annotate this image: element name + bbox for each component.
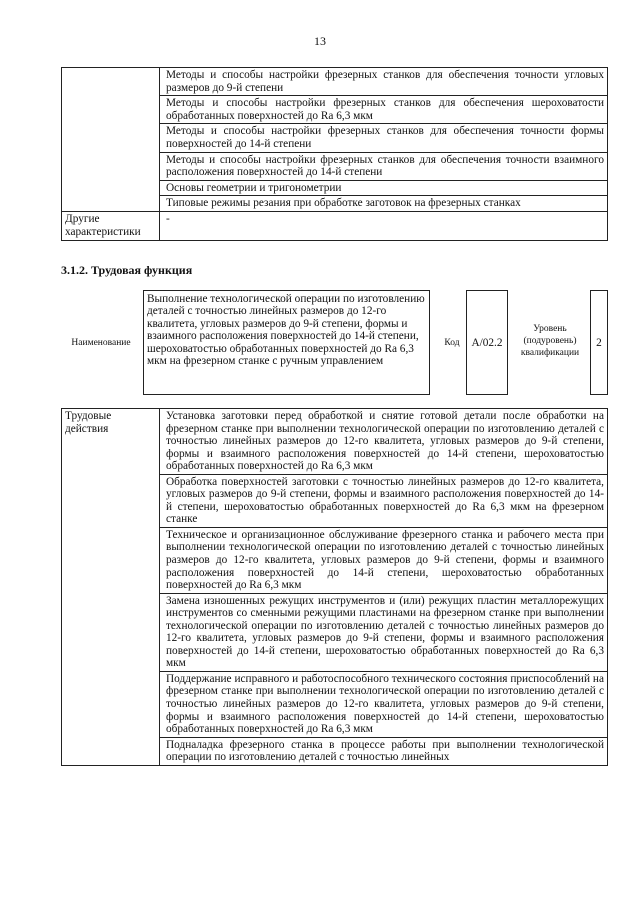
table-cell: Методы и способы настройки фрезерных станков для обеспечения точности формы поверхностей до 14-й степени: [160, 124, 608, 152]
labor-function-code: А/02.2: [466, 290, 508, 395]
table-cell: Типовые режимы резания при обработке заготовок на фрезерных станках: [160, 196, 608, 212]
table-cell: Основы геометрии и тригонометрии: [160, 180, 608, 196]
table-cell: Техническое и организационное обслуживание фрезерного станка и рабочего места при выполнении технологической операции по изготовлению деталей с точностью линейных размеров до 12-го квалитета, угловых размеров до 9-й степени, формы и взаимного расположения поверхностей до 14-й степени, шероховатостью обработанных поверхностей до Ra 6,3 мкм: [160, 527, 608, 593]
table-cell: Подналадка фрезерного станка в процессе работы при выполнении технологической операции по изготовлению деталей с точностью линейных: [160, 737, 608, 765]
labor-actions-table: [61, 408, 608, 766]
page-number: 13: [314, 34, 326, 48]
table-cell: Замена изношенных режущих инструментов и (или) режущих пластин металлорежущих инструментов со сменными режущими пластинами на фрезерном станке при выполнении технологической операции по изготовлению деталей с точностью линейных размеров до 12-го квалитета, угловых размеров до 9-й степени, формы и взаимного расположения поверхностей до 14-й степени, шероховатостью обработанных поверхностей до Ra 6,3 мкм: [160, 593, 608, 671]
knowledge-table: [61, 67, 608, 241]
table-cell: -: [160, 211, 608, 240]
table-cell: Обработка поверхностей заготовки с точностью линейных размеров до 12-го квалитета, угловых размеров до 9-й степени, формы и взаимного расположения поверхностей до 14-й степени, шероховатостью обработанных поверхностей до Ra 6,3 мкм на фрезерном станке: [160, 474, 608, 527]
table-cell: Методы и способы настройки фрезерных станков для обеспечения точности угловых размеров до 9-й степени: [160, 68, 608, 96]
code-label: Код: [444, 338, 460, 348]
level-label: Уровень (подуровень) квалификации: [520, 324, 580, 358]
table-cell: Методы и способы настройки фрезерных станков для обеспечения точности взаимного расположения поверхностей до 14-й степени: [160, 152, 608, 180]
table-row: [62, 211, 608, 240]
table-cell-empty: [62, 68, 160, 212]
row-label-labor-actions: Трудовые действия: [62, 409, 160, 766]
row-label-other-characteristics: Другие характеристики: [62, 211, 160, 240]
labor-function-name: Выполнение технологической операции по изготовлению деталей с точностью линейных размеров до 12-го квалитета, угловых размеров до 9-й степени, формы и взаимного расположения поверхностей до 14-й степени, шероховатостью обработанных поверхностей до Ra 6,3 мкм на фрезерном станке с ручным управлением: [143, 290, 430, 395]
table-cell: Поддержание исправного и работоспособного технического состояния приспособлений на фрезерном станке при выполнении технологической операции по изготовлению деталей с точностью линейных размеров до 12-го квалитета, угловых размеров до 9-й степени, формы и взаимного расположения поверхностей до 14-й степени, шероховатостью обработанных поверхностей до Ra 6,3 мкм: [160, 671, 608, 737]
table-cell: Методы и способы настройки фрезерных станков для обеспечения шероховатости обработанных поверхностей до Ra 6,3 мкм: [160, 96, 608, 124]
table-cell: Установка заготовки перед обработкой и снятие готовой детали после обработки на фрезерном станке при выполнении технологической операции по изготовлению деталей с точностью линейных размеров до 12-го квалитета, угловых размеров до 9-й степени, формы и взаимного расположения поверхностей до 14-й степени, шероховатостью обработанных поверхностей до Ra 6,3 мкм: [160, 409, 608, 475]
table-row: [62, 68, 608, 96]
table-row: [62, 409, 608, 475]
section-heading: 3.1.2. Трудовая функция: [61, 263, 193, 277]
qualification-level: 2: [590, 290, 608, 395]
name-label: Наименование: [71, 338, 131, 348]
